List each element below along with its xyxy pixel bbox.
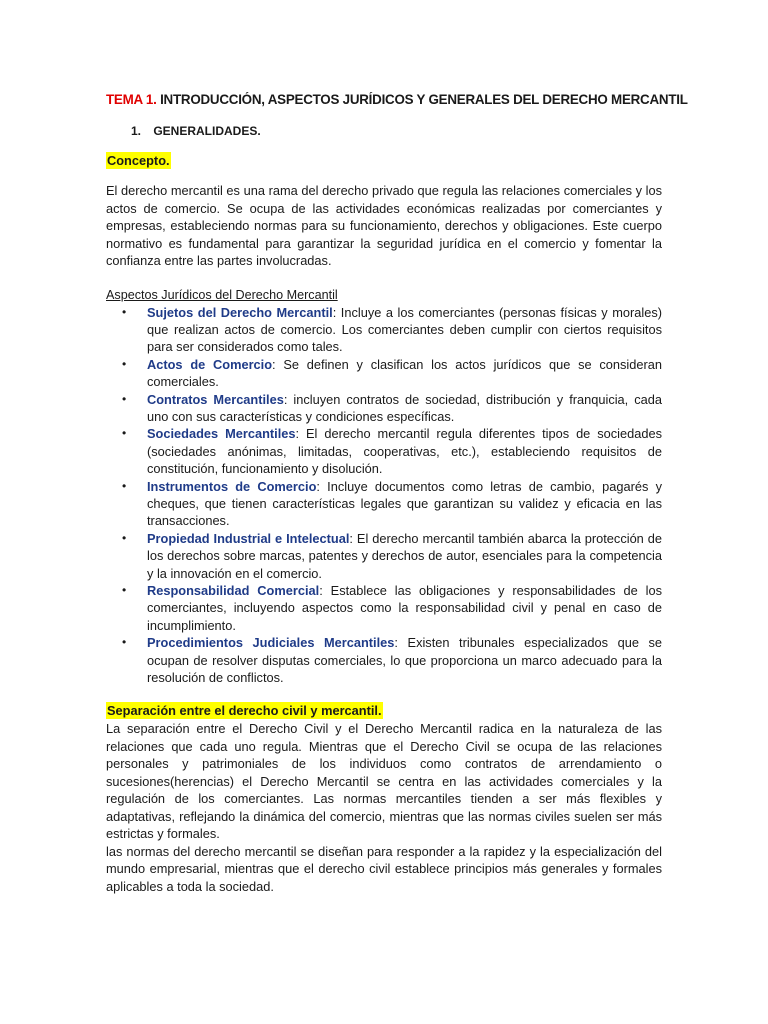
separation-paragraph-2: las normas del derecho mercantil se diseñan para responder a la rapidez y la especialización del mundo empresarial, mientras que el derecho civil establece principios más generales y formales aplicables a toda la sociedad. xyxy=(106,843,662,894)
aspect-list-item xyxy=(106,478,662,530)
aspect-description: : Incluye a los comerciantes (personas físicas y morales) que realizan actos de comercio. Los comerciantes deben cumplir con ciertos requisitos para ser considerados como tales. xyxy=(147,304,662,355)
concept-paragraph: El derecho mercantil es una rama del derecho privado que regula las relaciones comerciales y los actos de comercio. Se ocupa de las actividades económicas realizadas por comerciantes y empresas, estableciendo normas para su funcionamiento, derechos y obligaciones. Este cuerpo normativo es fundamental para garantizar la seguridad jurídica en el comercio y fomentar la confianza entre las partes involucradas. xyxy=(106,183,662,268)
aspect-description: : Incluye documentos como letras de cambio, pagarés y cheques, que tienen características legales que garantizan su validez y eficacia en las transacciones. xyxy=(147,478,663,529)
bullet-icon: • xyxy=(122,426,127,441)
aspect-description: : Se definen y clasifican los actos jurídicos que se consideran comerciales. xyxy=(147,356,662,390)
aspect-description: : incluyen contratos de sociedad, distribución y franquicia, cada uno con sus características y condiciones específicas. xyxy=(147,391,662,424)
title-text: INTRODUCCIÓN, ASPECTOS JURÍDICOS Y GENERALES DEL DERECHO MERCANTIL xyxy=(160,92,688,107)
aspect-list-item xyxy=(106,582,662,634)
aspect-term: Responsabilidad Comercial xyxy=(147,583,320,598)
aspect-description: : El derecho mercantil regula diferentes tipos de sociedades (sociedades anónimas, limitadas, cooperativas, etc.), estableciendo requisitos de constitución, funcionamiento y disolución. xyxy=(147,426,662,477)
aspect-list-item xyxy=(106,391,662,426)
title-prefix: TEMA 1. xyxy=(106,92,157,107)
bullet-icon: • xyxy=(122,304,127,319)
aspect-description: : Establece las obligaciones y responsabilidades de los comerciantes, incluyendo aspectos como la responsabilidad civil y penal en caso de incumplimiento. xyxy=(147,583,662,633)
separation-section xyxy=(106,702,662,720)
aspect-term: Procedimientos Judiciales Mercantiles xyxy=(147,635,395,651)
aspect-term: Propiedad Industrial e Intelectual xyxy=(147,530,350,546)
aspect-list-item xyxy=(106,304,662,356)
aspect-list-item xyxy=(106,530,662,582)
bullet-icon: • xyxy=(122,356,127,371)
aspect-term: Actos de Comercio xyxy=(147,356,273,372)
bullet-icon: • xyxy=(122,583,127,597)
separation-paragraph-1: La separación entre el Derecho Civil y el Derecho Mercantil radica en la naturaleza de las relaciones que cada uno regula. Mientras que el Derecho Civil se ocupa de las relaciones personales y patrimoniales de los individuos como contratos de arrendamiento o sucesiones(herencias) el Derecho Mercantil se centra en las actividades comerciales y la regulación de los comerciantes. Las normas mercantiles tienden a ser más flexibles y adaptativas, reflejando la dinámica del comercio, mientras que las normas civiles suelen ser más estrictas y formales. xyxy=(106,721,662,842)
document-title xyxy=(106,92,688,107)
separation-heading: Separación entre el derecho civil y mercantil. xyxy=(107,703,382,719)
concept-section xyxy=(106,152,662,170)
aspect-term: Instrumentos de Comercio xyxy=(147,478,317,494)
bullet-icon: • xyxy=(122,635,127,650)
bullet-icon: • xyxy=(122,391,127,406)
aspect-term: Sociedades Mercantiles xyxy=(147,426,296,442)
aspect-term: Contratos Mercantiles xyxy=(147,391,284,407)
concept-heading: Concepto. xyxy=(107,153,170,168)
aspects-list xyxy=(106,304,662,687)
section-heading xyxy=(131,124,662,138)
aspects-heading: Aspectos Jurídicos del Derecho Mercantil xyxy=(106,287,338,302)
aspect-description: : El derecho mercantil también abarca la protección de los derechos sobre marcas, patentes y derechos de autor, esenciales para la competencia y la innovación en el comercio. xyxy=(147,530,662,581)
bullet-icon: • xyxy=(122,530,127,545)
section-number: 1. xyxy=(131,124,142,138)
aspect-list-item xyxy=(106,634,662,686)
document-content xyxy=(106,92,688,895)
aspect-description: : Existen tribunales especializados que se ocupan de resolver disputas comerciales, lo que proporciona un marco adecuado para la resolución de conflictos. xyxy=(147,635,663,686)
aspect-list-item xyxy=(106,356,662,391)
section-label: GENERALIDADES. xyxy=(153,124,261,138)
aspect-list-item xyxy=(106,425,662,477)
aspect-term: Sujetos del Derecho Mercantil xyxy=(147,304,333,320)
bullet-icon: • xyxy=(122,478,127,493)
